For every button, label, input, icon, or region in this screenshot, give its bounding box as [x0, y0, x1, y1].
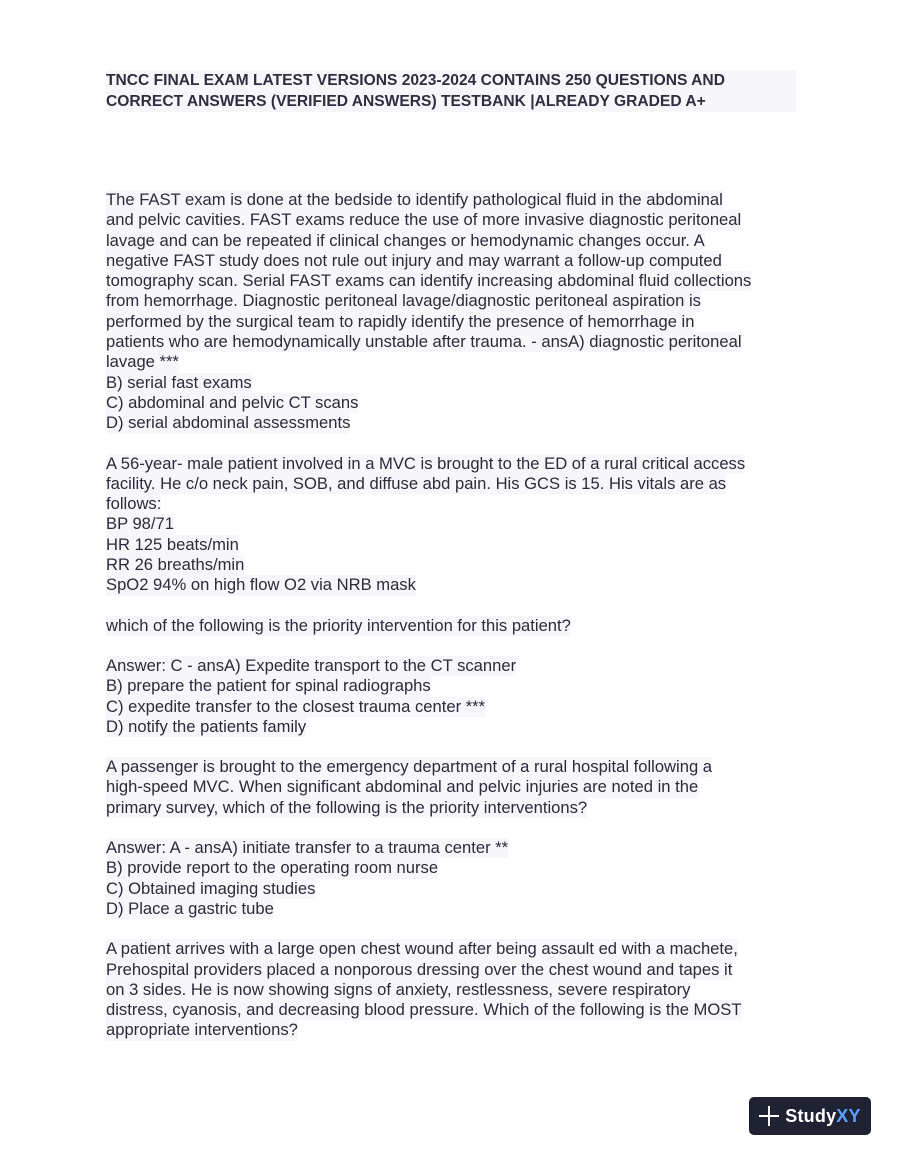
plus-icon [759, 1106, 779, 1126]
answer-option: B) serial fast exams [106, 372, 252, 392]
text-line: lavage *** [106, 352, 179, 372]
text-line: high-speed MVC. When significant abdominal and pelvic injuries are noted in the [106, 777, 699, 797]
answer-option: C) expedite transfer to the closest trauma center *** [106, 696, 486, 716]
text-line: The FAST exam is done at the bedside to identify pathological fluid in the abdominal [106, 190, 723, 209]
text-line: patients who are hemodynamically unstable after trauma. - ansA) diagnostic peritoneal [106, 332, 742, 352]
text-line: A passenger is brought to the emergency department of a rural hospital following a [106, 757, 713, 777]
text-line: primary survey, which of the following is the priority interventions? [106, 797, 588, 817]
text-line: tomography scan. Serial FAST exams can identify increasing abdominal fluid collections [106, 271, 752, 291]
vital-sign: BP 98/71 [106, 514, 174, 534]
question-block [106, 757, 806, 818]
answer-option: B) provide report to the operating room nurse [106, 858, 439, 878]
answer-option: Answer: A - ansA) initiate transfer to a trauma center ** [106, 838, 509, 858]
studyxy-logo [749, 1097, 871, 1135]
vital-sign: HR 125 beats/min [106, 534, 239, 554]
text-line: lavage and can be repeated if clinical changes or hemodynamic changes occur. A [106, 230, 705, 250]
answer-option: C) abdominal and pelvic CT scans [106, 392, 359, 412]
text-line: A 56-year- male patient involved in a MVC is brought to the ED of a rural critical access [106, 453, 746, 473]
text-line: on 3 sides. He is now showing signs of anxiety, restlessness, severe respiratory [106, 979, 691, 999]
title-line: CORRECT ANSWERS (VERIFIED ANSWERS) TESTBANK |ALREADY GRADED A+ [106, 93, 706, 110]
title-line: TNCC FINAL EXAM LATEST VERSIONS 2023-2024 CONTAINS 250 QUESTIONS AND [106, 72, 725, 89]
logo-text-main: Study [785, 1105, 837, 1126]
answer-block [106, 656, 806, 737]
answer-option: D) notify the patients family [106, 716, 307, 736]
text-line: facility. He c/o neck pain, SOB, and diffuse abd pain. His GCS is 15. His vitals are as [106, 473, 727, 493]
text-line: A patient arrives with a large open chest wound after being assault ed with a machete, [106, 939, 738, 959]
text-line: negative FAST study does not rule out injury and may warrant a follow-up computed [106, 250, 722, 270]
answer-option: D) Place a gastric tube [106, 898, 274, 918]
question-block [106, 454, 806, 596]
text-line: which of the following is the priority intervention for this patient? [106, 615, 571, 635]
logo-text-accent: XY [836, 1105, 861, 1126]
answer-option: B) prepare the patient for spinal radiographs [106, 676, 431, 696]
logo-text [785, 1106, 860, 1127]
text-line: and pelvic cavities. FAST exams reduce the use of more invasive diagnostic peritoneal [106, 210, 742, 230]
document-body [106, 190, 806, 1061]
text-line: distress, cyanosis, and decreasing blood pressure. Which of the following is the MOST [106, 1000, 742, 1020]
vital-sign: SpO2 94% on high flow O2 via NRB mask [106, 575, 416, 595]
document-title [106, 70, 796, 112]
text-line: follows: [106, 494, 162, 514]
vital-sign: RR 26 breaths/min [106, 555, 245, 575]
question-prompt [106, 616, 806, 636]
text-line: appropriate interventions? [106, 1020, 298, 1040]
text-line: Prehospital providers placed a nonporous dressing over the chest wound and tapes it [106, 959, 733, 979]
text-line: performed by the surgical team to rapidly identify the presence of hemorrhage in [106, 311, 695, 331]
question-block [106, 939, 806, 1040]
question-block [106, 190, 806, 434]
answer-option: D) serial abdominal assessments [106, 413, 351, 433]
text-line: from hemorrhage. Diagnostic peritoneal lavage/diagnostic peritoneal aspiration is [106, 291, 701, 311]
answer-option: C) Obtained imaging studies [106, 878, 316, 898]
answer-block [106, 838, 806, 919]
answer-option: Answer: C - ansA) Expedite transport to the CT scanner [106, 655, 517, 675]
